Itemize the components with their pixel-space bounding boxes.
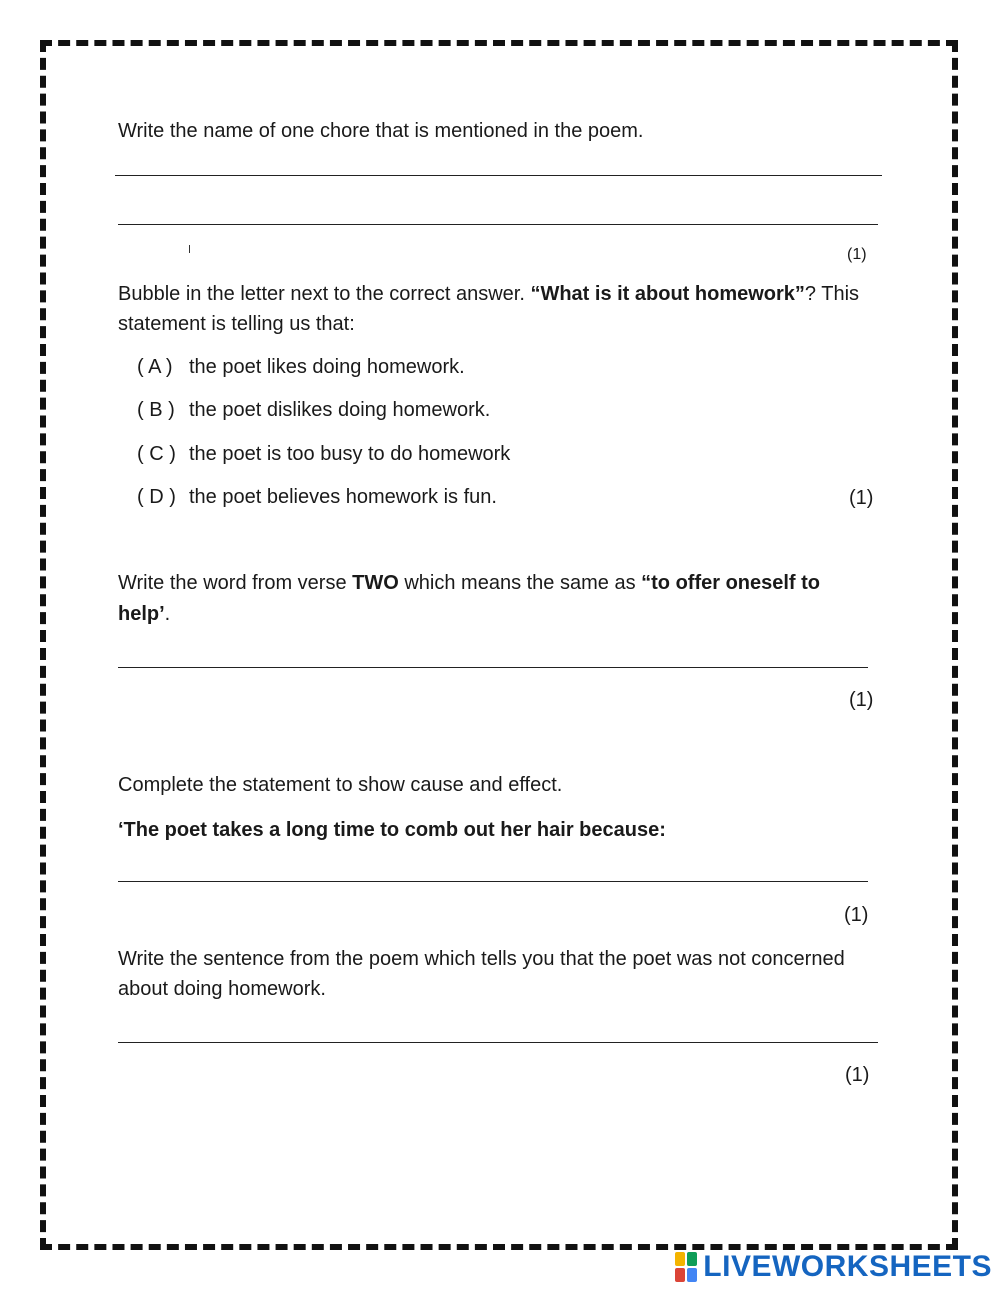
q3-prompt-line2 — [118, 599, 170, 629]
q2-option-c-text: the poet is too busy to do homework — [189, 443, 511, 465]
q2-option-d[interactable] — [137, 482, 497, 512]
q1-mark: (1) — [847, 246, 867, 263]
q3-period: . — [164, 603, 171, 625]
q2-option-a-text: the poet likes doing homework. — [189, 356, 465, 378]
q4-statement: ‘The poet takes a long time to comb out her hair because: — [118, 819, 666, 841]
q5-answer-line[interactable] — [118, 1042, 878, 1043]
q2-prompt-quote: “What is it about homework” — [530, 283, 805, 305]
q3-definition: “to offer oneself to — [641, 572, 821, 594]
q2-prompt-line2: statement is telling us that: — [118, 313, 355, 335]
logo-square-1 — [675, 1252, 685, 1266]
q2-option-a[interactable] — [137, 352, 465, 382]
q3-prompt-part3: which means the same as — [398, 572, 642, 594]
q2-option-b-text: the poet dislikes doing homework. — [189, 399, 491, 421]
liveworksheets-logo[interactable] — [675, 1245, 992, 1289]
q2-option-a-bubble[interactable]: ( A ) — [137, 356, 173, 378]
q2-prompt-tail: ? This — [804, 283, 860, 305]
q3-mark: (1) — [849, 689, 874, 711]
q1-answer-line-2[interactable] — [118, 224, 878, 225]
q3-prompt-part1: Write the word from verse — [118, 572, 353, 594]
logo-square-4 — [687, 1268, 697, 1282]
q1-answer-line-1[interactable] — [115, 175, 882, 176]
q1-prompt: Write the name of one chore that is mentioned in the poem. — [118, 120, 644, 142]
q3-answer-line[interactable] — [118, 667, 868, 668]
q3-verse-number: TWO — [352, 572, 399, 594]
q5-mark: (1) — [845, 1064, 870, 1086]
q4-prompt: Complete the statement to show cause and effect. — [118, 774, 563, 796]
dashed-page-border — [40, 40, 958, 1250]
q2-prompt — [118, 279, 859, 309]
liveworksheets-logo-text: LIVEWORKSHEETS — [703, 1250, 992, 1283]
q2-option-c[interactable] — [137, 439, 510, 469]
q4-answer-line[interactable] — [118, 881, 868, 882]
q2-option-b[interactable] — [137, 395, 490, 425]
q5-prompt-line1: Write the sentence from the poem which tells you that the poet was not concerned — [118, 948, 845, 970]
stray-mark — [189, 245, 190, 253]
q3-definition-end: help’ — [118, 603, 165, 625]
q2-option-d-text: the poet believes homework is fun. — [189, 486, 497, 508]
q5-prompt-line2: about doing homework. — [118, 978, 326, 1000]
q4-mark: (1) — [844, 904, 869, 926]
q2-option-d-bubble[interactable]: ( D ) — [137, 486, 176, 508]
q2-prompt-lead: Bubble in the letter next to the correct answer. — [118, 283, 531, 305]
q2-option-c-bubble[interactable]: ( C ) — [137, 443, 176, 465]
logo-square-3 — [675, 1268, 685, 1282]
q2-option-b-bubble[interactable]: ( B ) — [137, 399, 175, 421]
q3-prompt — [118, 568, 820, 598]
liveworksheets-logo-icon — [675, 1252, 697, 1282]
logo-square-2 — [687, 1252, 697, 1266]
q2-mark: (1) — [849, 487, 874, 509]
